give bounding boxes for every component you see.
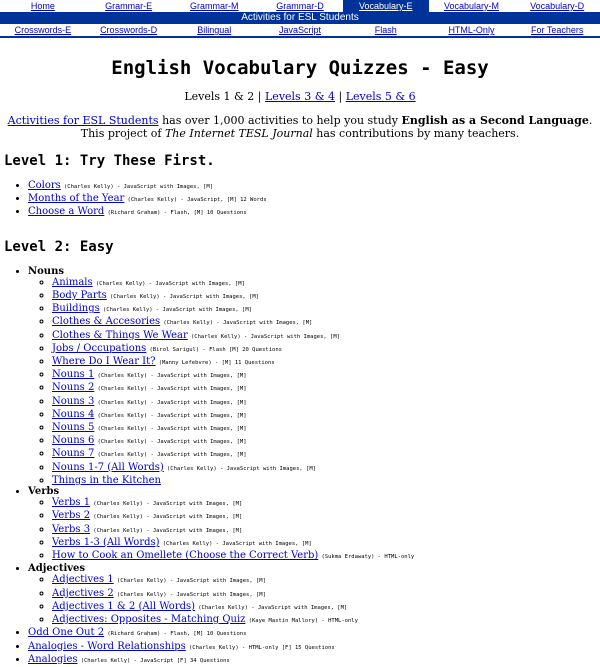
quiz-link[interactable]: Nouns 7 xyxy=(52,448,95,460)
quiz-meta: (Charles Kelly) - JavaScript with Images, [M] xyxy=(116,578,266,585)
nav-row-sections xyxy=(0,0,600,12)
quiz-link[interactable]: Verbs 1 xyxy=(52,497,91,509)
nav-vocabulary-d-link[interactable]: Vocabulary-D xyxy=(514,0,600,12)
quiz-item xyxy=(28,206,600,219)
quiz-link[interactable]: Choose a Word xyxy=(28,206,105,218)
quiz-meta: (Charles Kelly) - JavaScript with Images, [M] xyxy=(116,591,266,598)
quiz-item xyxy=(28,641,600,654)
quiz-link[interactable]: How to Cook an Omellete (Choose the Correct Verb) xyxy=(52,550,319,562)
quiz-link[interactable]: Things in the Kitchen xyxy=(52,474,161,486)
quiz-item xyxy=(52,448,600,461)
quiz-meta: (Charles Kelly) - HTML-only [F] 15 Questions xyxy=(189,644,335,651)
quiz-meta: (Charles Kelly) - JavaScript with Images, [M] xyxy=(93,514,243,521)
quiz-link[interactable]: Nouns 5 xyxy=(52,422,95,434)
quiz-item xyxy=(52,422,600,435)
quiz-item xyxy=(28,627,600,640)
quiz-meta: (Charles Kelly) - JavaScript with Images, [M] xyxy=(97,412,247,419)
top-navigation xyxy=(0,0,600,38)
adjectives-list xyxy=(28,574,600,627)
intro-text-end: . xyxy=(588,114,593,127)
quiz-item xyxy=(52,462,600,475)
quiz-item xyxy=(52,330,600,343)
nav-flash-link[interactable]: Flash xyxy=(343,24,429,38)
quiz-link[interactable]: Clothes & Accesories xyxy=(52,316,161,328)
quiz-meta: (Charles Kelly) - JavaScript with Images, [M] xyxy=(64,184,214,190)
quiz-link[interactable]: Nouns 3 xyxy=(52,395,95,407)
nav-home-link[interactable]: Home xyxy=(0,0,86,12)
level-links xyxy=(0,90,600,104)
nav-crosswords-d-link[interactable]: Crosswords-D xyxy=(86,24,172,38)
quiz-item xyxy=(52,396,600,409)
quiz-meta: (Charles Kelly) - JavaScript [F] 34 Questions xyxy=(80,657,230,664)
quiz-item xyxy=(52,574,600,587)
quiz-meta: (Sukma Erdawaty) - HTML-only xyxy=(321,554,415,561)
quiz-link[interactable]: Nouns 6 xyxy=(52,435,95,447)
quiz-item xyxy=(52,382,600,395)
quiz-meta: (Charles Kelly) - JavaScript with Images, [M] xyxy=(102,307,252,314)
quiz-link[interactable]: Clothes & Things We Wear xyxy=(52,329,188,341)
quiz-item xyxy=(52,475,600,486)
intro-text-part: has over 1,000 activities to help you study xyxy=(158,114,402,127)
quiz-item xyxy=(52,303,600,316)
intro-bold: English as a Second Language xyxy=(401,114,589,127)
nav-html-only-link[interactable]: HTML-Only xyxy=(429,24,515,38)
page-title: English Vocabulary Quizzes - Easy xyxy=(111,57,489,79)
nav-for-teachers-link[interactable]: For Teachers xyxy=(514,24,600,38)
quiz-link[interactable]: Jobs / Occupations xyxy=(52,342,147,354)
nav-vocabulary-m-link[interactable]: Vocabulary-M xyxy=(429,0,515,12)
quiz-meta: (Charles Kelly) - JavaScript with Images, [M] xyxy=(97,373,247,380)
quiz-link[interactable]: Where Do I Wear It? xyxy=(52,356,156,368)
quiz-meta: (Birol Sarigul) - Flash [M] 20 Questions xyxy=(149,346,282,353)
quiz-link[interactable]: Nouns 1 xyxy=(52,369,95,381)
quiz-meta: (Charles Kelly) - JavaScript with Images, [M] xyxy=(93,527,243,534)
category-label: Verbs xyxy=(28,486,60,498)
intro-line2-start: This project of xyxy=(80,127,165,140)
quiz-link[interactable]: Nouns 1-7 (All Words) xyxy=(52,461,164,473)
level2-list xyxy=(0,266,600,667)
quiz-meta: (Charles Kelly) - JavaScript with Images, [M] xyxy=(95,280,245,287)
quiz-item xyxy=(52,537,600,550)
quiz-item xyxy=(52,510,600,523)
site-banner: Activities for ESL Students xyxy=(0,12,600,24)
quiz-link[interactable]: Colors xyxy=(28,180,61,191)
quiz-meta: (Charles Kelly) - JavaScript with Images, [M] xyxy=(97,452,247,459)
category-verbs xyxy=(28,486,600,563)
quiz-meta: (Charles Kelly) - JavaScript with Images, [M] xyxy=(198,604,348,611)
level1-heading: Level 1: Try These First. xyxy=(4,153,215,169)
intro-text xyxy=(0,114,600,140)
quiz-link[interactable]: Body Parts xyxy=(52,290,107,302)
category-nouns xyxy=(28,266,600,486)
quiz-item xyxy=(28,654,600,667)
levels-current: Levels 1 & 2 | xyxy=(184,90,265,103)
quiz-link[interactable]: Verbs 1-3 (All Words) xyxy=(52,536,160,548)
quiz-item xyxy=(52,435,600,448)
category-label: Nouns xyxy=(28,265,64,277)
journal-name: The Internet TESL Journal xyxy=(164,127,313,140)
quiz-meta: (Charles Kelly) - JavaScript with Images, [M] xyxy=(97,439,247,446)
quiz-item xyxy=(52,614,600,627)
quiz-link[interactable]: Odd One Out 2 xyxy=(28,627,105,639)
quiz-link[interactable]: Verbs 2 xyxy=(52,510,91,522)
quiz-link[interactable]: Adjectives: Opposites - Matching Quiz xyxy=(52,614,246,626)
quiz-link[interactable]: Nouns 2 xyxy=(52,382,95,394)
quiz-meta: (Manny Lefebvre) - [M] 11 Questions xyxy=(158,360,275,367)
quiz-link[interactable]: Analogies xyxy=(28,653,78,665)
nav-grammar-m-link[interactable]: Grammar-M xyxy=(171,0,257,12)
quiz-link[interactable]: Adjectives 1 & 2 (All Words) xyxy=(52,600,196,612)
levels-separator: | xyxy=(334,90,346,103)
quiz-meta: (Kaye Mastin Mallory) - HTML-only xyxy=(248,618,358,625)
category-label: Adjectives xyxy=(28,563,86,575)
nav-crosswords-e-link[interactable]: Crosswords-E xyxy=(0,24,86,38)
quiz-meta: (Charles Kelly) - JavaScript with Images, [M] xyxy=(190,333,340,340)
quiz-item xyxy=(52,316,600,329)
nav-javascript-link[interactable]: JavaScript xyxy=(257,24,343,38)
nav-row-types xyxy=(0,24,600,38)
nav-grammar-d-link[interactable]: Grammar-D xyxy=(257,0,343,12)
levels-5-6-link[interactable]: Levels 5 & 6 xyxy=(345,90,416,103)
quiz-item xyxy=(52,277,600,290)
quiz-item xyxy=(52,497,600,510)
quiz-link[interactable]: Adjectives 2 xyxy=(52,587,114,599)
quiz-item xyxy=(52,524,600,537)
nav-vocabulary-e-link[interactable]: Vocabulary-E xyxy=(343,0,429,12)
quiz-meta: (Charles Kelly) - JavaScript with Images, [M] xyxy=(97,386,247,393)
quiz-item xyxy=(52,369,600,382)
intro-line2-end: has contributions by many teachers. xyxy=(312,127,520,140)
quiz-meta: (Charles Kelly) - JavaScript with Images, [M] xyxy=(109,294,259,301)
quiz-meta: (Charles Kelly) - JavaScript with Images, [M] xyxy=(97,399,247,406)
quiz-link[interactable]: Animals xyxy=(52,276,93,288)
category-adjectives xyxy=(28,563,600,627)
quiz-meta: (Charles Kelly) - JavaScript with Images, [M] xyxy=(162,540,312,547)
quiz-meta: (Charles Kelly) - JavaScript with Images, [M] xyxy=(163,320,313,327)
quiz-meta: (Charles Kelly) - JavaScript with Images, [M] xyxy=(93,501,243,508)
quiz-item xyxy=(52,290,600,303)
quiz-item xyxy=(52,550,600,563)
quiz-link[interactable]: Months of the Year xyxy=(28,193,125,205)
quiz-link[interactable]: Nouns 4 xyxy=(52,408,95,420)
activities-link[interactable]: Activities for ESL Students xyxy=(7,114,159,127)
quiz-item xyxy=(52,588,600,601)
quiz-item xyxy=(52,343,600,356)
level2-heading: Level 2: Easy xyxy=(4,238,114,255)
quiz-link[interactable]: Verbs 3 xyxy=(52,523,91,535)
nav-grammar-e-link[interactable]: Grammar-E xyxy=(86,0,172,12)
quiz-item xyxy=(52,356,600,369)
quiz-meta: (Charles Kelly) - JavaScript, [M] 12 Words xyxy=(127,197,267,204)
quiz-meta: (Richard Graham) - Flash, [M] 10 Questions xyxy=(107,210,247,217)
quiz-item xyxy=(52,601,600,614)
quiz-link[interactable]: Buildings xyxy=(52,303,100,315)
quiz-link[interactable]: Adjectives 1 xyxy=(52,574,114,586)
nouns-list xyxy=(28,277,600,486)
levels-3-4-link[interactable]: Levels 3 & 4 xyxy=(265,90,335,103)
quiz-meta: (Charles Kelly) - JavaScript with Images, [M] xyxy=(97,426,247,433)
verbs-list xyxy=(28,497,600,563)
quiz-meta: (Richard Graham) - Flash, [M] 10 Questions xyxy=(107,631,247,638)
quiz-item xyxy=(28,180,600,193)
quiz-item xyxy=(52,409,600,422)
nav-bilingual-link[interactable]: Bilingual xyxy=(171,24,257,38)
quiz-meta: (Charles Kelly) - JavaScript with Images, [M] xyxy=(166,465,316,472)
quiz-link[interactable]: Analogies - Word Relationships xyxy=(28,640,186,652)
quiz-item xyxy=(28,193,600,206)
level1-list xyxy=(0,180,600,220)
